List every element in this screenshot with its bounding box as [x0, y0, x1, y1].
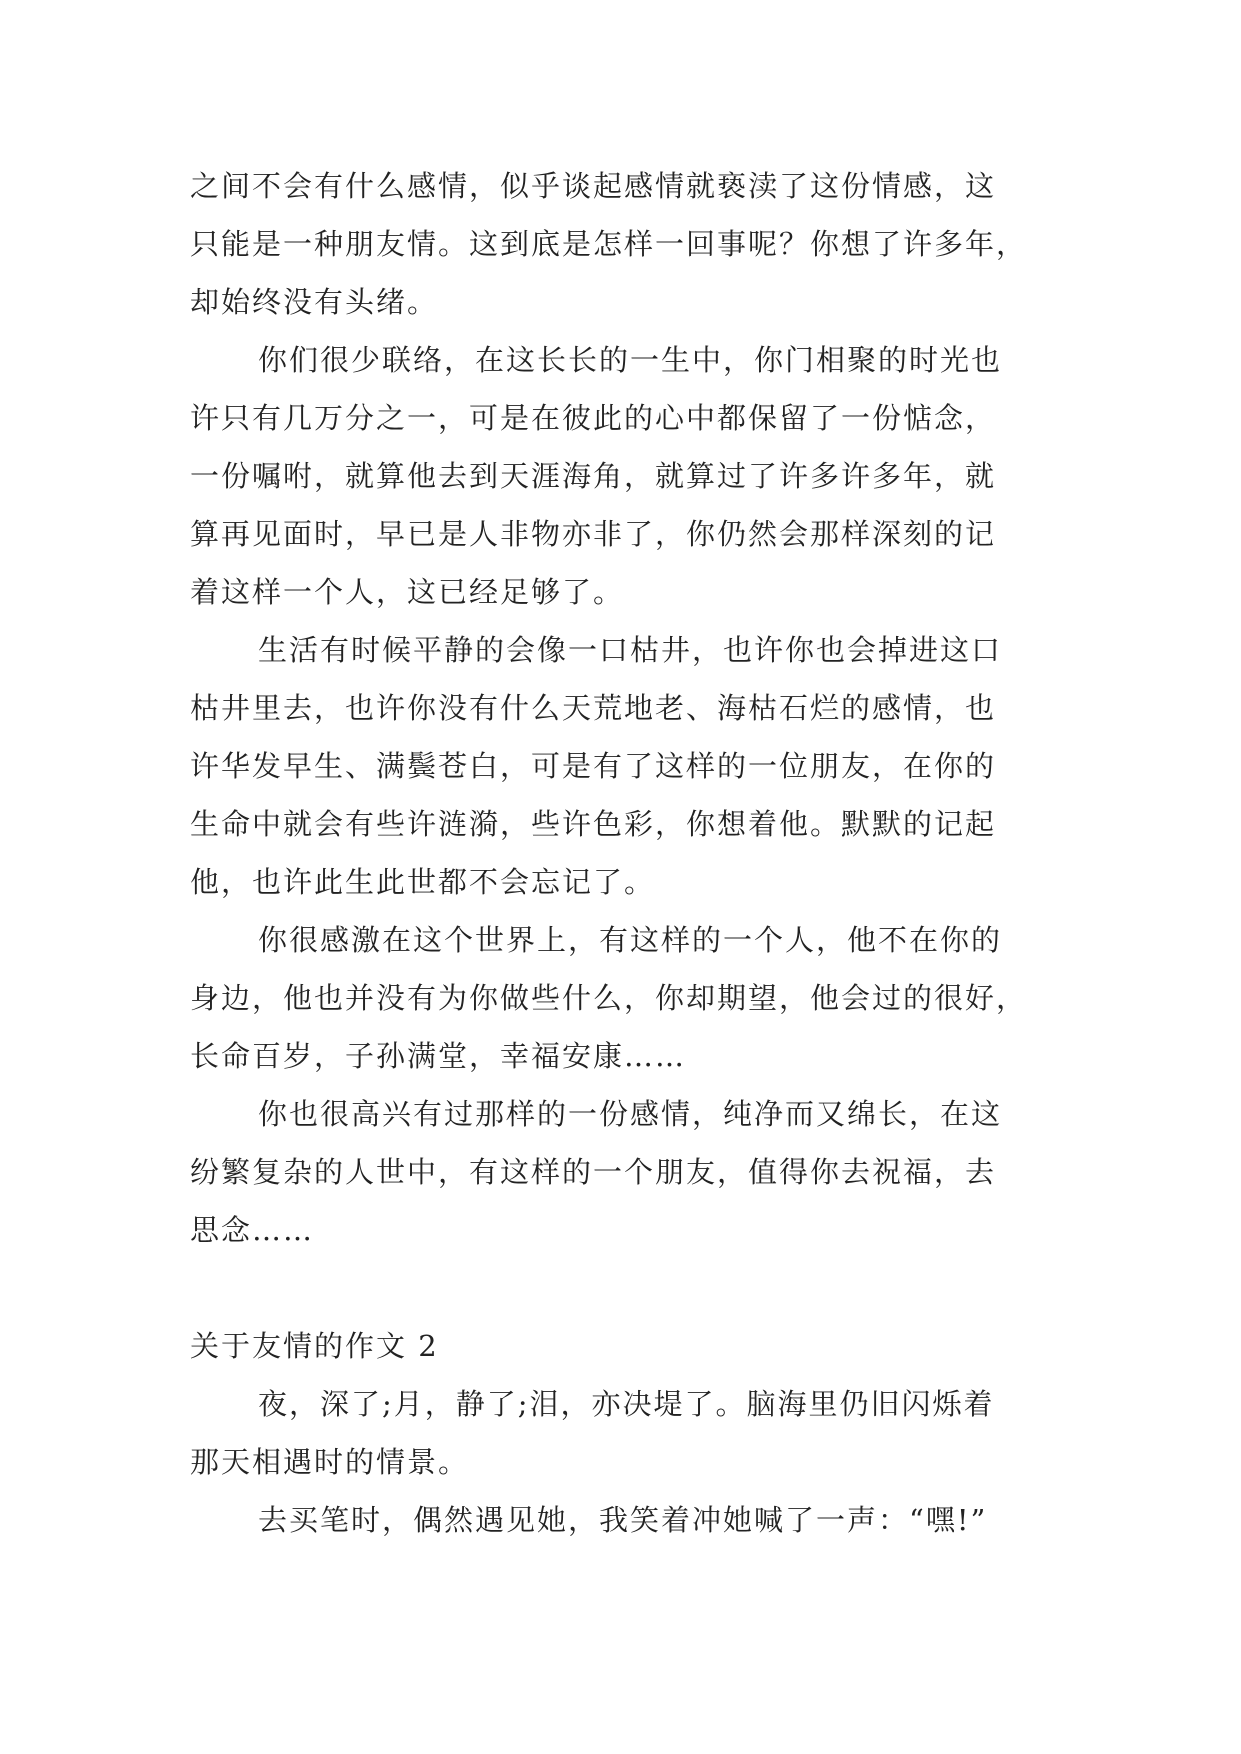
text-line: 那天相遇时的情景。: [190, 1445, 470, 1479]
text-line: 身边，他也并没有为你做些什么，你却期望，他会过的很好，: [190, 981, 1028, 1015]
text-line: 纷繁复杂的人世中，有这样的一个朋友，值得你去祝福，去: [190, 1155, 997, 1189]
text-line: 枯井里去，也许你没有什么天荒地老、海枯石烂的感情，也: [190, 691, 997, 725]
text-line: 却始终没有头绪。: [190, 285, 439, 319]
paragraph-start-line: 生活有时候平静的会像一口枯井，也许你也会掉进这口: [258, 633, 1003, 667]
paragraph-start-line: 你们很少联络，在这长长的一生中，你门相聚的时光也: [258, 343, 1003, 377]
text-line: 生命中就会有些许涟漪，些许色彩，你想着他。默默的记起: [190, 807, 997, 841]
text-line: 他，也许此生此世都不会忘记了。: [190, 865, 656, 899]
text-line: 一份嘱咐，就算他去到天涯海角，就算过了许多许多年，就: [190, 459, 997, 493]
text-line: 之间不会有什么感情，似乎谈起感情就亵渎了这份情感，这: [190, 169, 997, 203]
section-heading: 关于友情的作文 2: [190, 1329, 439, 1363]
text-line: 许只有几万分之一，可是在彼此的心中都保留了一份惦念，: [190, 401, 997, 435]
text-line: 算再见面时，早已是人非物亦非了，你仍然会那样深刻的记: [190, 517, 997, 551]
text-line: 思念……: [190, 1213, 315, 1247]
text-line: 长命百岁，子孙满堂，幸福安康……: [190, 1039, 687, 1073]
text-line: 许华发早生、满鬓苍白，可是有了这样的一位朋友，在你的: [190, 749, 997, 783]
text-line: 着这样一个人，这已经足够了。: [190, 575, 625, 609]
text-line: 只能是一种朋友情。这到底是怎样一回事呢？你想了许多年，: [190, 227, 1028, 261]
paragraph-start-line: 去买笔时，偶然遇见她，我笑着冲她喊了一声：“嘿!”: [258, 1503, 988, 1537]
paragraph-start-line: 夜，深了;月，静了;泪，亦决堤了。脑海里仍旧闪烁着: [258, 1387, 995, 1421]
paragraph-start-line: 你很感激在这个世界上，有这样的一个人，他不在你的: [258, 923, 1003, 957]
paragraph-start-line: 你也很高兴有过那样的一份感情，纯净而又绵长，在这: [258, 1097, 1003, 1131]
